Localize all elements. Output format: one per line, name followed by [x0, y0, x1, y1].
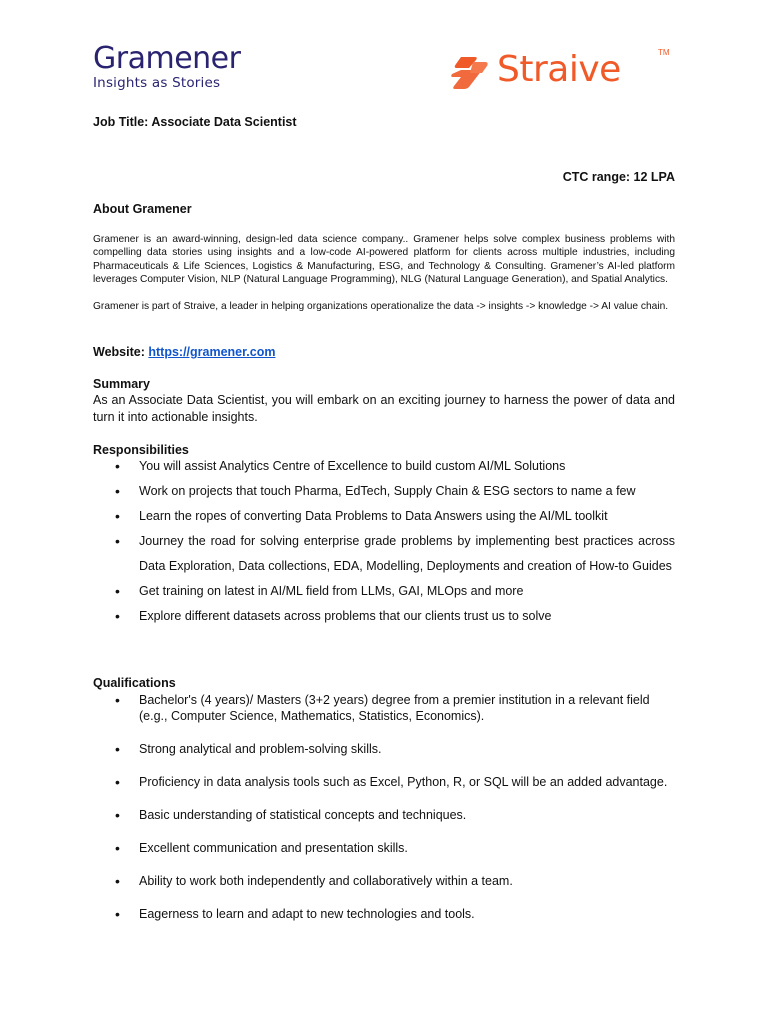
list-item: • Excellent communication and presentation skills.: [93, 840, 675, 856]
list-item: • Ability to work both independently and collaboratively within a team.: [93, 873, 675, 889]
list-item: • Proficiency in data analysis tools such as Excel, Python, R, or SQL will be an added advantage.: [93, 774, 675, 790]
straive-logo-name: Straive: [497, 49, 621, 90]
summary-heading: Summary: [93, 377, 150, 391]
straive-mark-icon: [447, 53, 491, 91]
ctc-range: CTC range: 12 LPA: [562, 170, 675, 184]
list-item: • Learn the ropes of converting Data Problems to Data Answers using the AI/ML toolkit: [93, 504, 675, 529]
about-heading: About Gramener: [93, 202, 192, 216]
about-paragraph-1: Gramener is an award-winning, design-led data science company.. Gramener helps solve complex business problems with compelling data stories using insights and a low-code AI-powered platform for clients across multiple industries, including Pharmaceuticals & Life Sciences, Logistics & Manufacturing, ESG, and Technology & Consulting. Gramener’s AI-led platform leverages Computer Vision, NLP (Natural Language Programming), NLG (Natural Language Generation), and Spatial Analytics.: [93, 234, 675, 286]
list-item: • Journey the road for solving enterprise grade problems by implementing best practices across Data Exploration, Data collections, EDA, Modelling, Deployments and creation of How-to Guides: [93, 529, 675, 579]
website-line: [93, 344, 675, 360]
gramener-logo-tagline: Insights as Stories: [93, 75, 221, 91]
about-paragraph-2: Gramener is part of Straive, a leader in helping organizations operationalize the data -> insights -> knowledge -> AI value chain.: [93, 301, 669, 312]
job-title: Job Title: Associate Data Scientist: [93, 115, 297, 129]
list-item: • Work on projects that touch Pharma, EdTech, Supply Chain & ESG sectors to name a few: [93, 479, 675, 504]
list-item: • Explore different datasets across problems that our clients trust us to solve: [93, 604, 675, 629]
list-item: • Basic understanding of statistical concepts and techniques.: [93, 807, 675, 823]
list-item: • Strong analytical and problem-solving skills.: [93, 741, 675, 757]
website-link[interactable]: https://gramener.com: [148, 345, 276, 359]
gramener-logo: [93, 41, 241, 91]
list-item: • Get training on latest in AI/ML field from LLMs, GAI, MLOps and more: [93, 579, 675, 604]
gramener-logo-name: Gramener: [93, 41, 241, 76]
list-item: • Eagerness to learn and adapt to new technologies and tools.: [93, 906, 675, 922]
qualifications-heading: Qualifications: [93, 676, 176, 690]
qualifications-list: [93, 692, 675, 939]
responsibilities-list: [93, 454, 675, 629]
responsibilities-heading: Responsibilities: [93, 443, 189, 457]
list-item: • Bachelor's (4 years)/ Masters (3+2 years) degree from a premier institution in a relevant field (e.g., Computer Science, Mathematics, Statistics, Economics).: [93, 692, 675, 724]
website-label: Website:: [93, 345, 145, 359]
straive-trademark: TM: [658, 48, 670, 57]
summary-text: As an Associate Data Scientist, you will embark on an exciting journey to harness the power of data and turn it into actionable insights.: [93, 393, 675, 424]
list-item: • You will assist Analytics Centre of Excellence to build custom AI/ML Solutions: [93, 454, 675, 479]
